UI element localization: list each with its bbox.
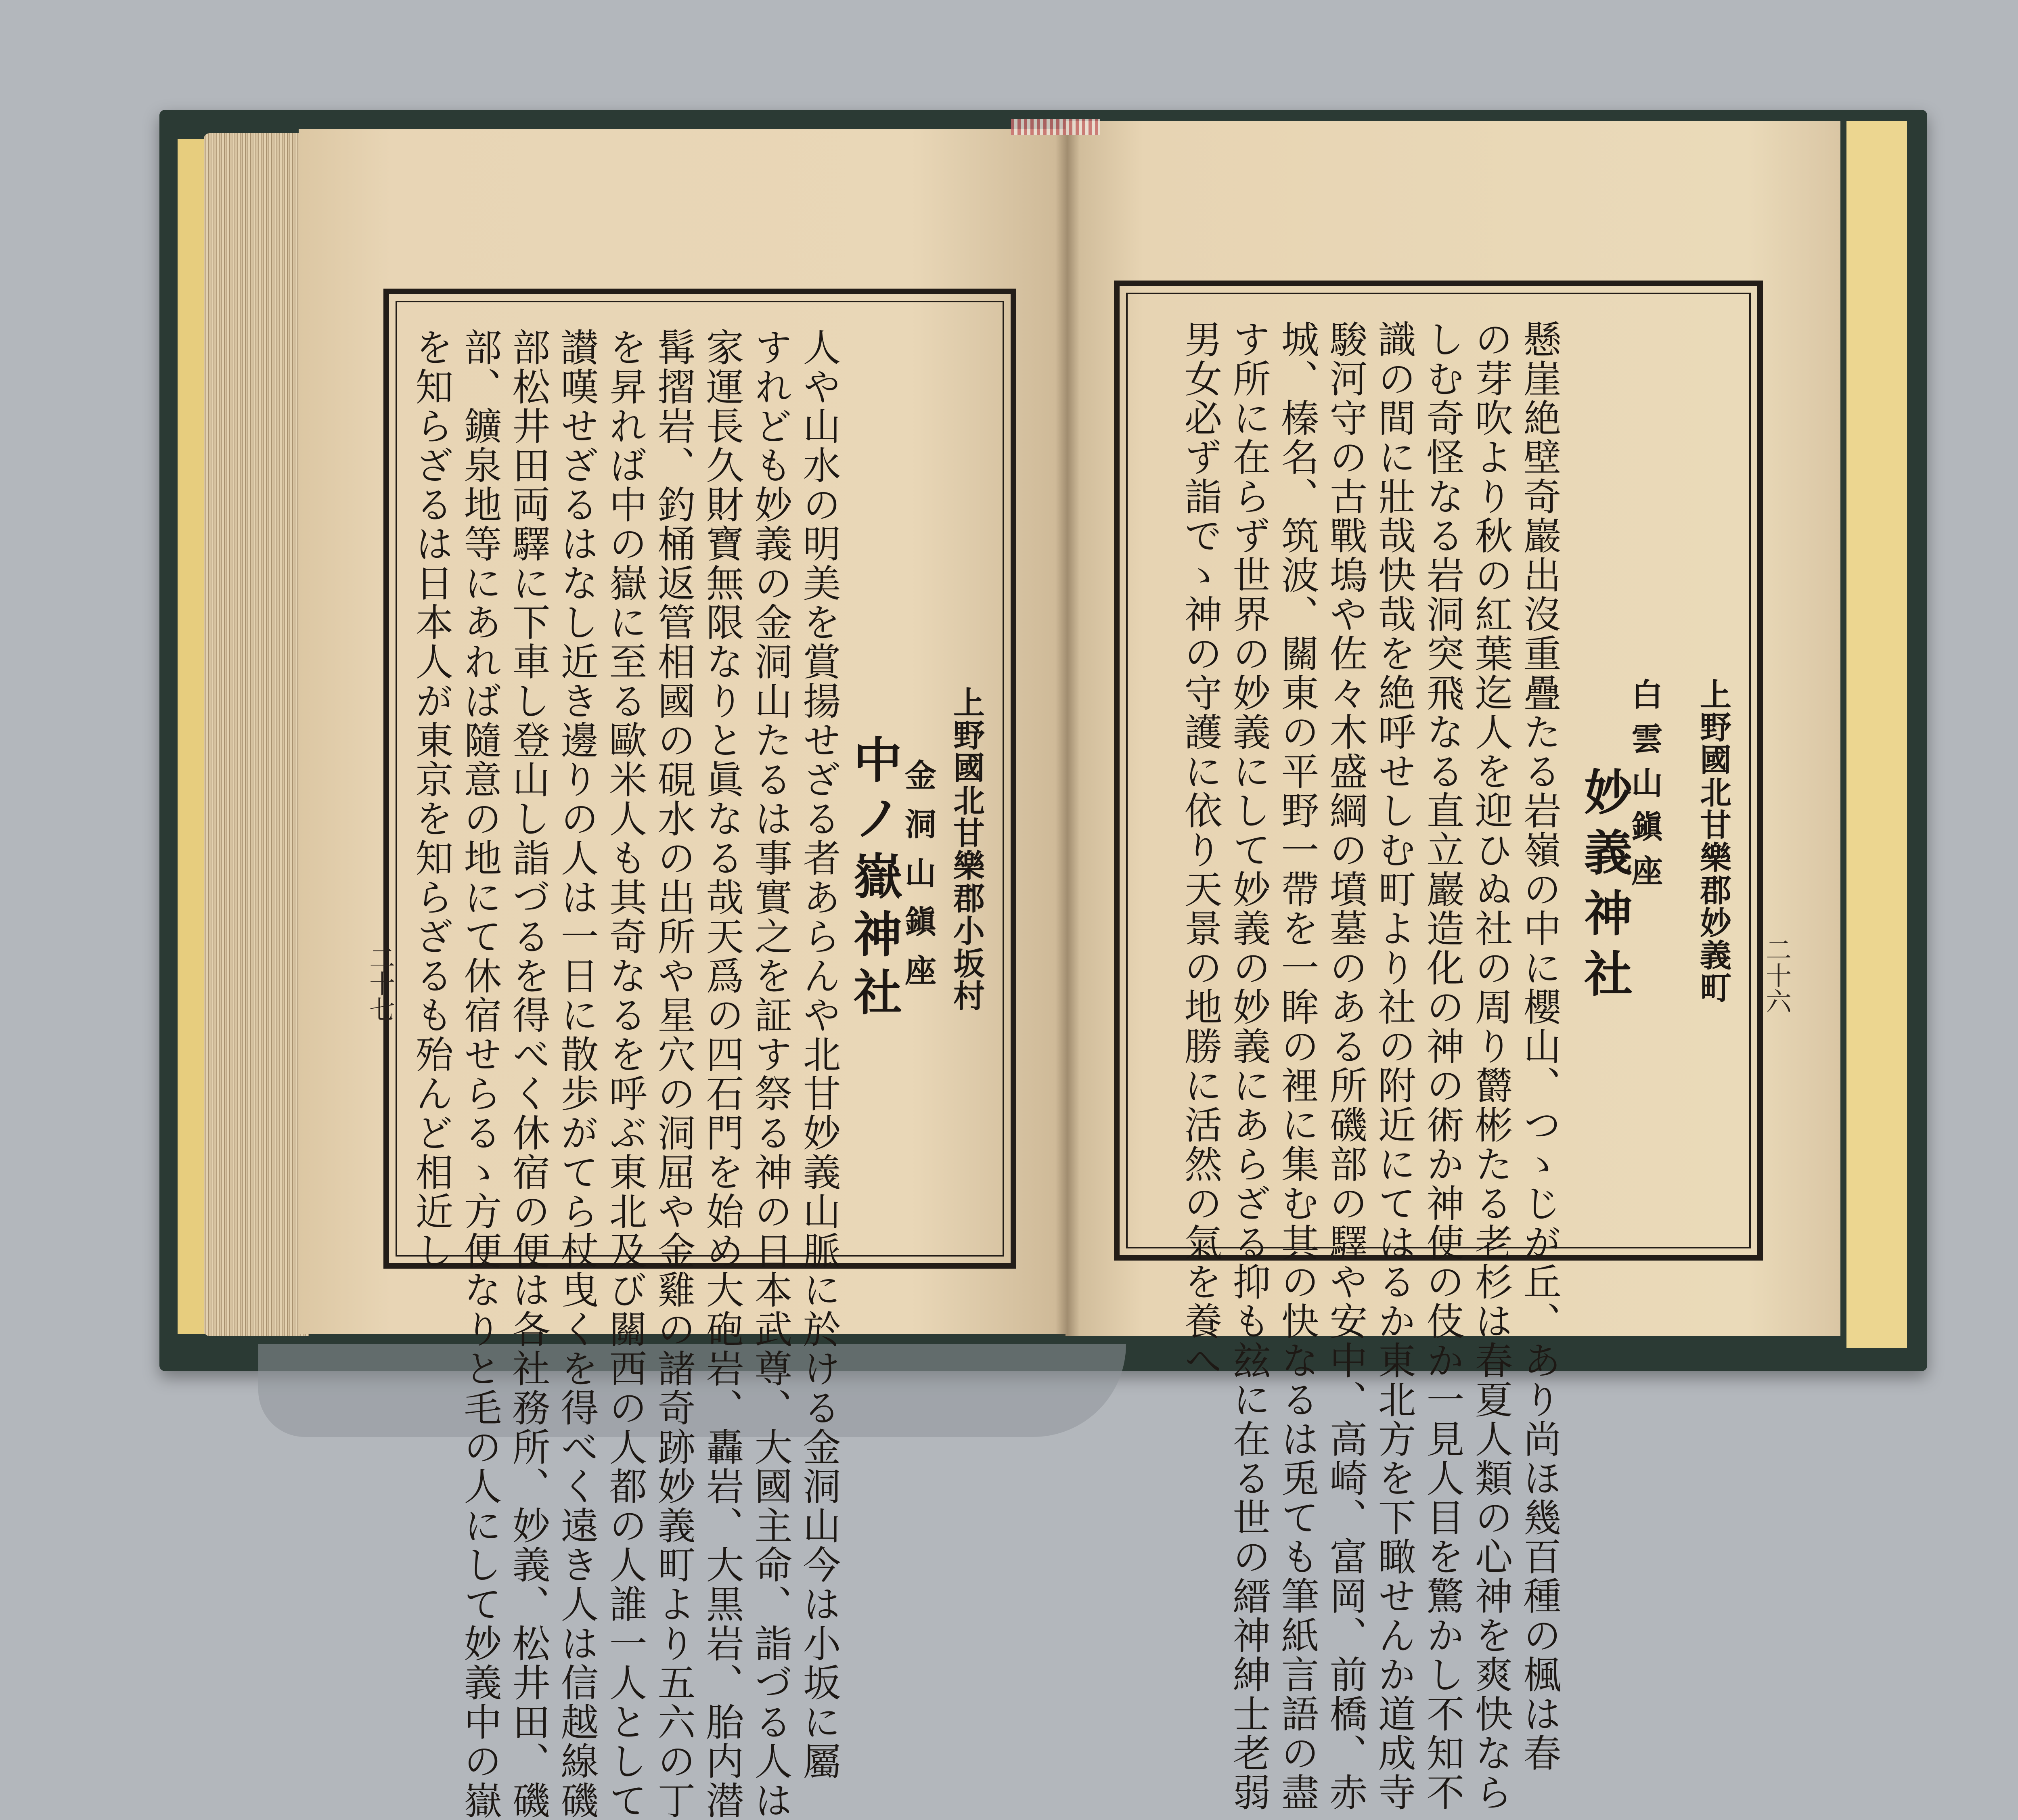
- left-body-line-7: 部松井田両驛に下車し登山し詣づるを得べく休宿の便は各社務所、妙義、松井田、磯: [506, 328, 550, 1820]
- left-deity: 金洞山鎭座: [900, 759, 936, 1003]
- left-body-line-3: 家運長久財寶無限なりと眞なる哉天爲の四石門を始め大砲岩、轟岩、大黒岩、胎内潜: [699, 328, 743, 1820]
- right-body-line-6: 城、榛名、筑波、關東の平野一帶を一眸の裡に集む其の快なるは兎ても筆紙言語の盡: [1275, 320, 1319, 1812]
- right-body-line-8: 男女必ず詣でゝ神の守護に依り天景の地勝に活然の氣を養へ: [1178, 320, 1222, 1380]
- right-body-line-1: 懸崖絶壁奇巖出沒重疊たる岩嶺の中に櫻山、つゝじが丘、あり尚ほ幾百種の楓は春: [1517, 320, 1561, 1773]
- bookmark-ribbon: [1011, 119, 1100, 135]
- left-body-line-8: 部、鑛泉地等にあれば隨意の地にて休宿せらるゝ方便なりと毛の人にして妙義中の嶽: [457, 328, 501, 1820]
- right-location: 上野國北甘樂郡妙義町: [1695, 678, 1731, 1004]
- book-gutter: [1055, 121, 1080, 1336]
- right-endpaper: [1846, 121, 1907, 1348]
- page-edges: [204, 133, 309, 1336]
- right-page-number: 二十六: [1761, 936, 1791, 1014]
- right-body-line-5: 駿河守の古戰塢や佐々木盛綱の墳墓のある所磯部の驛や安中、高崎、富岡、前橋、赤: [1323, 320, 1367, 1812]
- left-shrine-title: 中ノ嶽神社: [846, 735, 902, 1025]
- right-body-line-3: しむ奇怪なる岩洞突飛なる直立巖造化の神の術か神使の伎か一見人目を驚かし不知不: [1420, 320, 1464, 1812]
- left-body-line-1: 人や山水の明美を賞揚せざる者あらんや北甘妙義山脈に於ける金洞山今は小坂に屬: [796, 328, 840, 1781]
- left-location: 上野國北甘樂郡小坂村: [948, 686, 985, 1012]
- left-endpaper: [178, 139, 206, 1334]
- left-body-line-6: 讃嘆せざるはなし近き邊りの人は一日に散歩がてら杖曳くを得べく遠き人は信越線磯: [554, 328, 598, 1820]
- right-shrine-title: 妙義神社: [1576, 767, 1633, 1009]
- left-body-line-9: を知らざるは日本人が東京を知らざるも殆んど相近し: [409, 328, 453, 1270]
- right-body-line-7: す所に在らず世界の妙義にして妙義の妙義にあらざる抑も玆に在る世の縉神紳士老弱: [1226, 320, 1270, 1812]
- left-body-line-4: 髯摺岩、釣桶返管相國の硯水の出所や星穴の洞屈や金雞の諸奇跡妙義町より五六の丁: [651, 328, 695, 1820]
- left-body-line-5: を昇れば中の嶽に至る歐米人も其奇なるを呼ぶ東北及び關西の人都の人誰一人として: [603, 328, 647, 1820]
- right-deity: 白雲山鎭座: [1626, 678, 1663, 898]
- left-page-number: 二十七: [365, 945, 395, 1022]
- left-body-line-2: すれども妙義の金洞山たるは事實之を証す祭る神の日本武尊、大國主命、詣づる人は: [748, 328, 792, 1820]
- right-body-line-4: 識の間に壯哉快哉を絶呼せしむ町より社の附近にてはるか東北方を下瞰せんか道成寺: [1371, 320, 1415, 1812]
- right-body-line-2: の芽吹より秋の紅葉迄人を迎ひぬ社の周り欝彬たる老杉は春夏人類の心神を爽快なら: [1468, 320, 1512, 1812]
